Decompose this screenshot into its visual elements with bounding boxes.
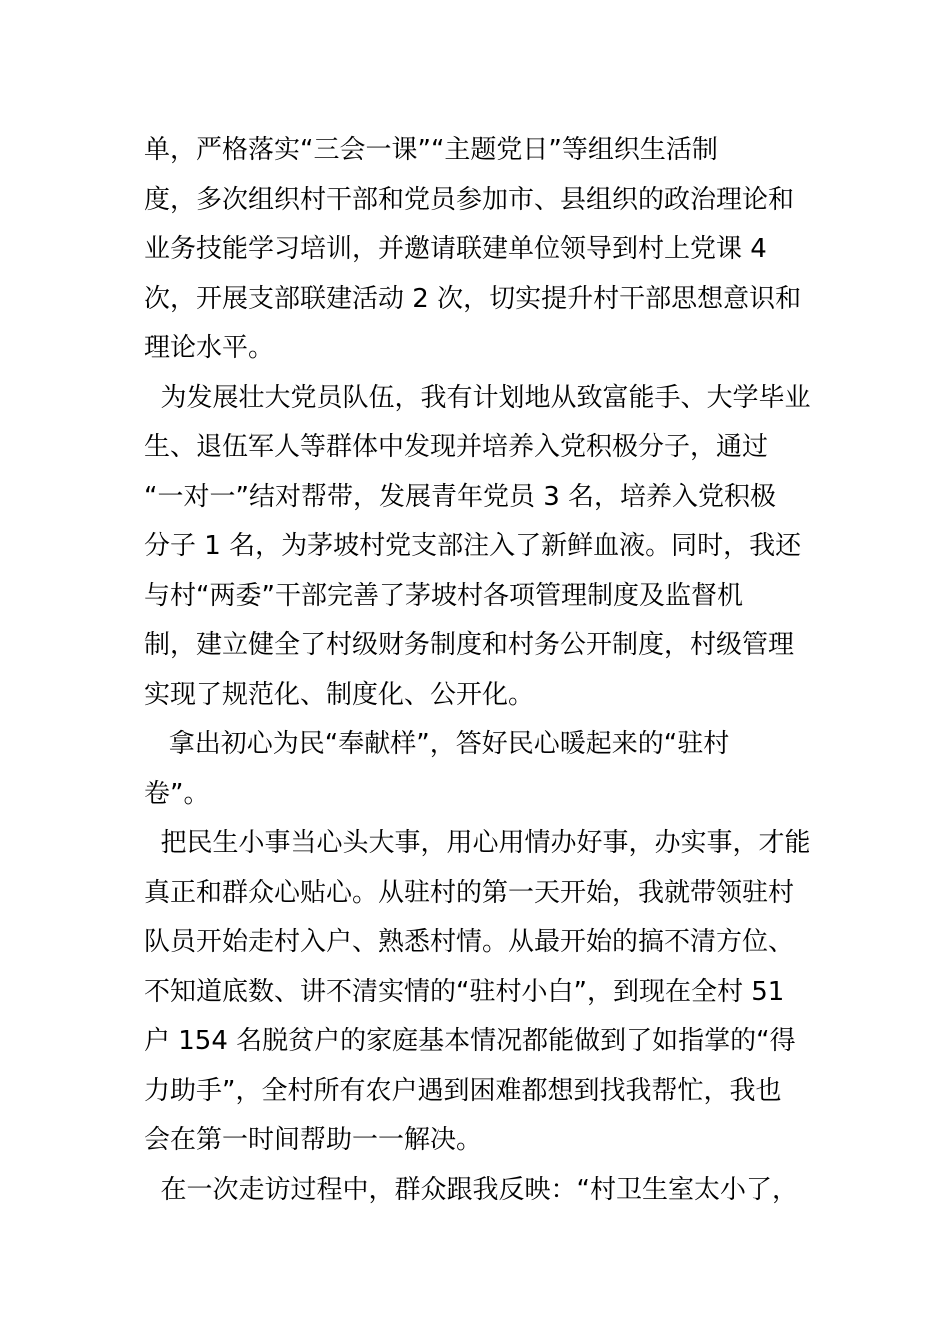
text-line: 度，多次组织村干部和党员参加市、县组织的政治理论和 [144,184,795,215]
text-line: 力助手”，全村所有农户遇到困难都想到找我帮忙，我也 [144,1075,782,1106]
text-line: 分子 1 名，为茅坡村党支部注入了新鲜血液。同时，我还 [144,531,802,561]
text-line: 真正和群众心贴心。从驻村的第一天开始，我就带领驻村 [144,877,795,908]
text-line: 会在第一时间帮助一一解决。 [144,1125,483,1155]
text-line: 队员开始走村入户、熟悉村情。从最开始的搞不清方位、 [144,927,795,957]
section-heading-line: 拿出初心为民“奉献样”，答好民心暖起来的“驻村 [144,729,730,759]
text-line: 把民生小事当心头大事，用心用情办好事，办实事，才能 [144,828,811,858]
text-line: 单，严格落实“三会一课”“主题党日”等组织生活制 [144,135,718,165]
text-line: 为发展壮大党员队伍，我有计划地从致富能手、大学毕业 [144,382,811,413]
text-line: 实现了规范化、制度化、公开化。 [144,679,535,710]
document-body [144,126,810,1215]
text-line: 在一次走访过程中，群众跟我反映：“村卫生室太小了， [144,1174,798,1205]
text-line: 生、退伍军人等群体中发现并培养入党积极分子，通过 [144,432,769,462]
section-heading-line: 卷”。 [144,778,210,809]
text-line: 业务技能学习培训，并邀请联建单位领导到村上党课 4 [144,234,767,264]
text-line: 次，开展支部联建活动 2 次，切实提升村干部思想意识和 [144,283,802,314]
text-line: 不知道底数、讲不清实情的“驻村小白”，到现在全村 51 [144,976,785,1007]
text-line: 理论水平。 [144,333,275,363]
text-line: 户 154 名脱贫户的家庭基本情况都能做到了如指掌的“得 [144,1026,796,1056]
text-line: “一对一”结对帮带，发展青年党员 3 名，培养入党积极 [144,481,777,512]
text-line: 与村“两委”干部完善了茅坡村各项管理制度及监督机 [144,580,743,611]
text-line: 制，建立健全了村级财务制度和村务公开制度，村级管理 [144,630,795,660]
